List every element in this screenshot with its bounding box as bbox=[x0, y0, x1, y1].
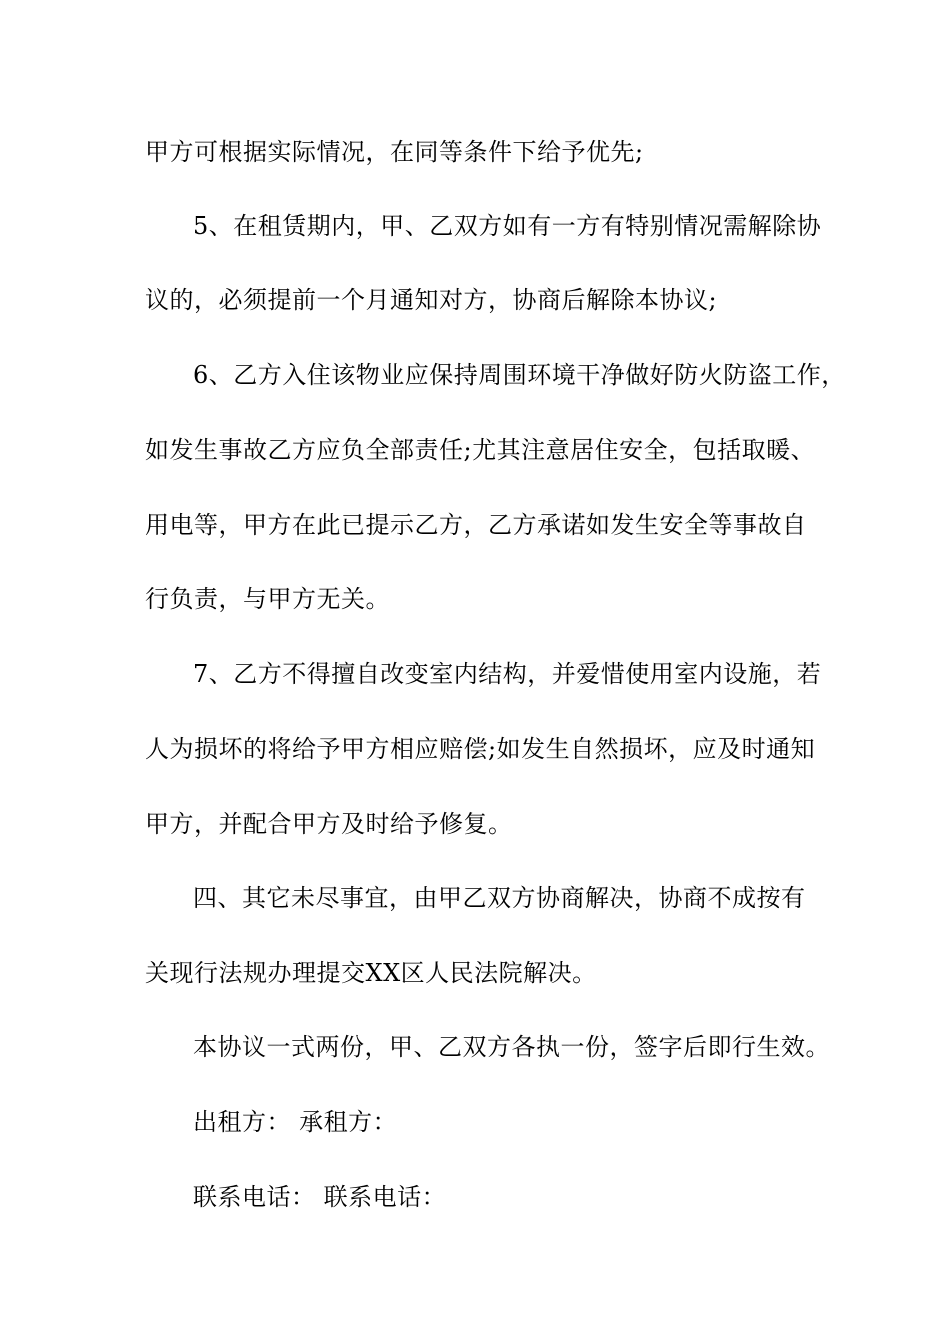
text-line: 甲方，并配合甲方及时给予修复。 bbox=[145, 810, 513, 838]
contact-phone-line: 联系电话： 联系电话： bbox=[193, 1183, 447, 1211]
signature-lessor-lessee-line: 出租方： 承租方： bbox=[193, 1108, 398, 1136]
text-line: 6、乙方入住该物业应保持周围环境干净做好防火防盗工作， bbox=[193, 361, 846, 389]
text-line: 人为损坏的将给予甲方相应赔偿;如发生自然损坏，应及时通知 bbox=[145, 735, 816, 763]
text-line: 关现行法规办理提交XX区人民法院解决。 bbox=[145, 959, 597, 987]
text-line: 用电等，甲方在此已提示乙方，乙方承诺如发生安全等事故自 bbox=[145, 511, 807, 539]
text-line: 甲方可根据实际情况，在同等条件下给予优先; bbox=[145, 138, 644, 166]
text-line: 行负责，与甲方无关。 bbox=[145, 585, 390, 613]
text-line: 5、在租赁期内，甲、乙双方如有一方有特别情况需解除协 bbox=[193, 212, 822, 240]
text-line: 四、其它未尽事宜，由甲乙双方协商解决，协商不成按有 bbox=[193, 884, 806, 912]
text-line: 议的，必须提前一个月通知对方，协商后解除本协议; bbox=[145, 286, 718, 314]
text-line: 本协议一式两份，甲、乙双方各执一份，签字后即行生效。 bbox=[193, 1033, 830, 1061]
text-line: 如发生事故乙方应负全部责任;尤其注意居住安全，包括取暖、 bbox=[145, 436, 816, 464]
text-line: 7、乙方不得擅自改变室内结构，并爱惜使用室内设施，若 bbox=[193, 660, 822, 688]
